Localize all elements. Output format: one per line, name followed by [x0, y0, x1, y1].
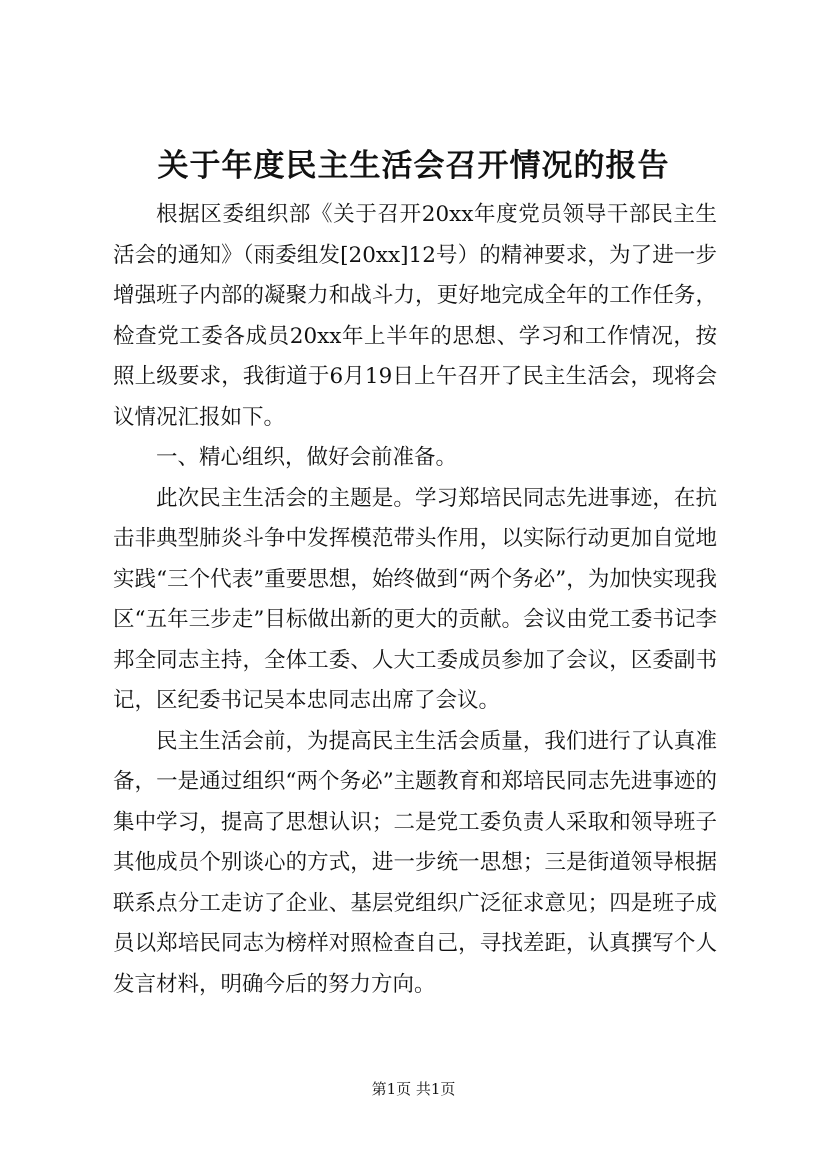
paragraph-preparation: 民主生活会前，为提高民主生活会质量，我们进行了认真准备，一是通过组织“两个务必”主题教育和郑培民同志先进事迹的集中学习，提高了思想认识；二是党工委负责人采取和领导班子其他成员个别谈心的方式，进一步统一思想；三是街道领导根据联系点分工走访了企业、基层党组织广泛征求意见；四是班子成员以郑培民同志为榜样对照检查自己，寻找差距，认真撰写个人发言材料，明确今后的努力方向。 [113, 728, 717, 997]
paragraph-intro: 根据区委组织部《关于召开20xx年度党员领导干部民主生活会的通知》（雨委组发[20xx]12号）的精神要求，为了进一步增强班子内部的凝聚力和战斗力，更好地完成全年的工作任务，检查党工委各成员20xx年上半年的思想、学习和工作情况，按照上级要求，我街道于6月19日上午召开了民主生活会，现将会议情况汇报如下。 [113, 202, 717, 430]
paragraph-theme: 此次民主生活会的主题是。学习郑培民同志先进事迹，在抗击非典型肺炎斗争中发挥模范带头作用，以实际行动更加自觉地实践“三个代表”重要思想，始终做到“两个务必”，为加快实现我区“五年三步走”目标做出新的更大的贡献。会议由党工委书记李邦全同志主持，全体工委、人大工委成员参加了会议，区委副书记，区纪委书记吴本忠同志出席了会议。 [113, 485, 717, 713]
paragraph-section-heading: 一、精心组织，做好会前准备。 [156, 445, 458, 470]
document-title: 关于年度民主生活会召开情况的报告 [157, 148, 670, 184]
document-body [113, 195, 717, 1005]
page-number-footer: 第1页 共1页 [371, 1080, 456, 1098]
